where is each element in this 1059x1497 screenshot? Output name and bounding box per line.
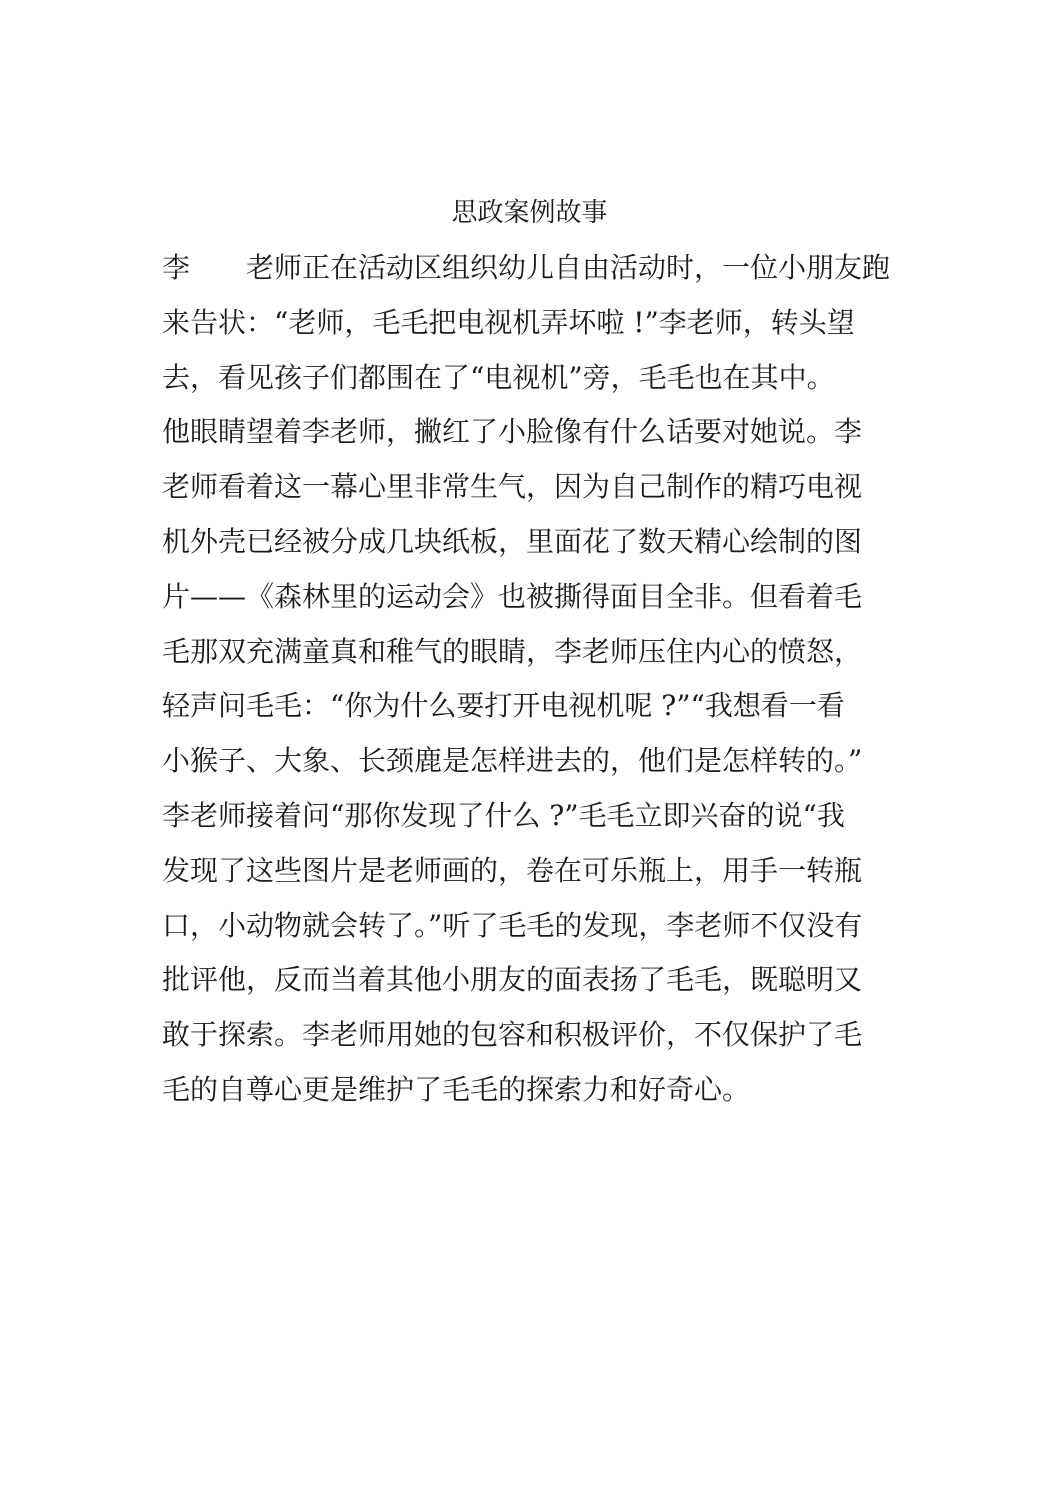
story-body bbox=[162, 248, 902, 1125]
paragraph-line-15: 敢于探索。李老师用她的包容和积极评价，不仅保护了毛 bbox=[162, 1018, 863, 1052]
line-1-rest: 老师正在活动区组织幼儿自由活动时，一位小朋友跑 bbox=[246, 251, 891, 284]
paragraph-line-9: 轻声问毛毛：“你为什么要打开电视机呢 ?”“我想看一看 bbox=[162, 689, 845, 723]
paragraph-line-11: 李老师接着问“那你发现了什么 ?”毛毛立即兴奋的说“我 bbox=[162, 798, 845, 832]
paragraph-line-10: 小猴子、大象、长颈鹿是怎样进去的，他们是怎样转的。” bbox=[162, 744, 863, 778]
paragraph-line-14: 批评他，反而当着其他小朋友的面表扬了毛毛，既聪明又 bbox=[162, 963, 863, 997]
paragraph-line-5: 老师看着这一幕心里非常生气，因为自己制作的精巧电视 bbox=[162, 470, 863, 504]
paragraph-line-4: 他眼睛望着李老师，撇红了小脸像有什么话要对她说。李 bbox=[162, 415, 863, 449]
paragraph-line-12: 发现了这些图片是老师画的，卷在可乐瓶上，用手一转瓶 bbox=[162, 853, 863, 887]
document-title: 思政案例故事 bbox=[451, 198, 608, 228]
line-1-first-char: 李 bbox=[162, 251, 191, 284]
paragraph-line-2: 来告状：“老师，毛毛把电视机弄坏啦 !”李老师，转头望 bbox=[162, 305, 855, 339]
paragraph-line-13: 口，小动物就会转了。”听了毛毛的发现，李老师不仅没有 bbox=[162, 908, 863, 942]
paragraph-line-16: 毛的自尊心更是维护了毛毛的探索力和好奇心。 bbox=[162, 1072, 751, 1106]
paragraph-line-7: 片——《森林里的运动会》也被撕得面目全非。但看着毛 bbox=[162, 579, 863, 613]
paragraph-line-1 bbox=[162, 248, 902, 303]
paragraph-line-8: 毛那双充满童真和稚气的眼睛，李老师压住内心的愤怒， bbox=[162, 634, 863, 668]
paragraph-line-6: 机外壳已经被分成几块纸板，里面花了数天精心绘制的图 bbox=[162, 524, 863, 558]
paragraph-line-3: 去，看见孩子们都围在了“电视机”旁，毛毛也在其中。 bbox=[162, 360, 835, 394]
